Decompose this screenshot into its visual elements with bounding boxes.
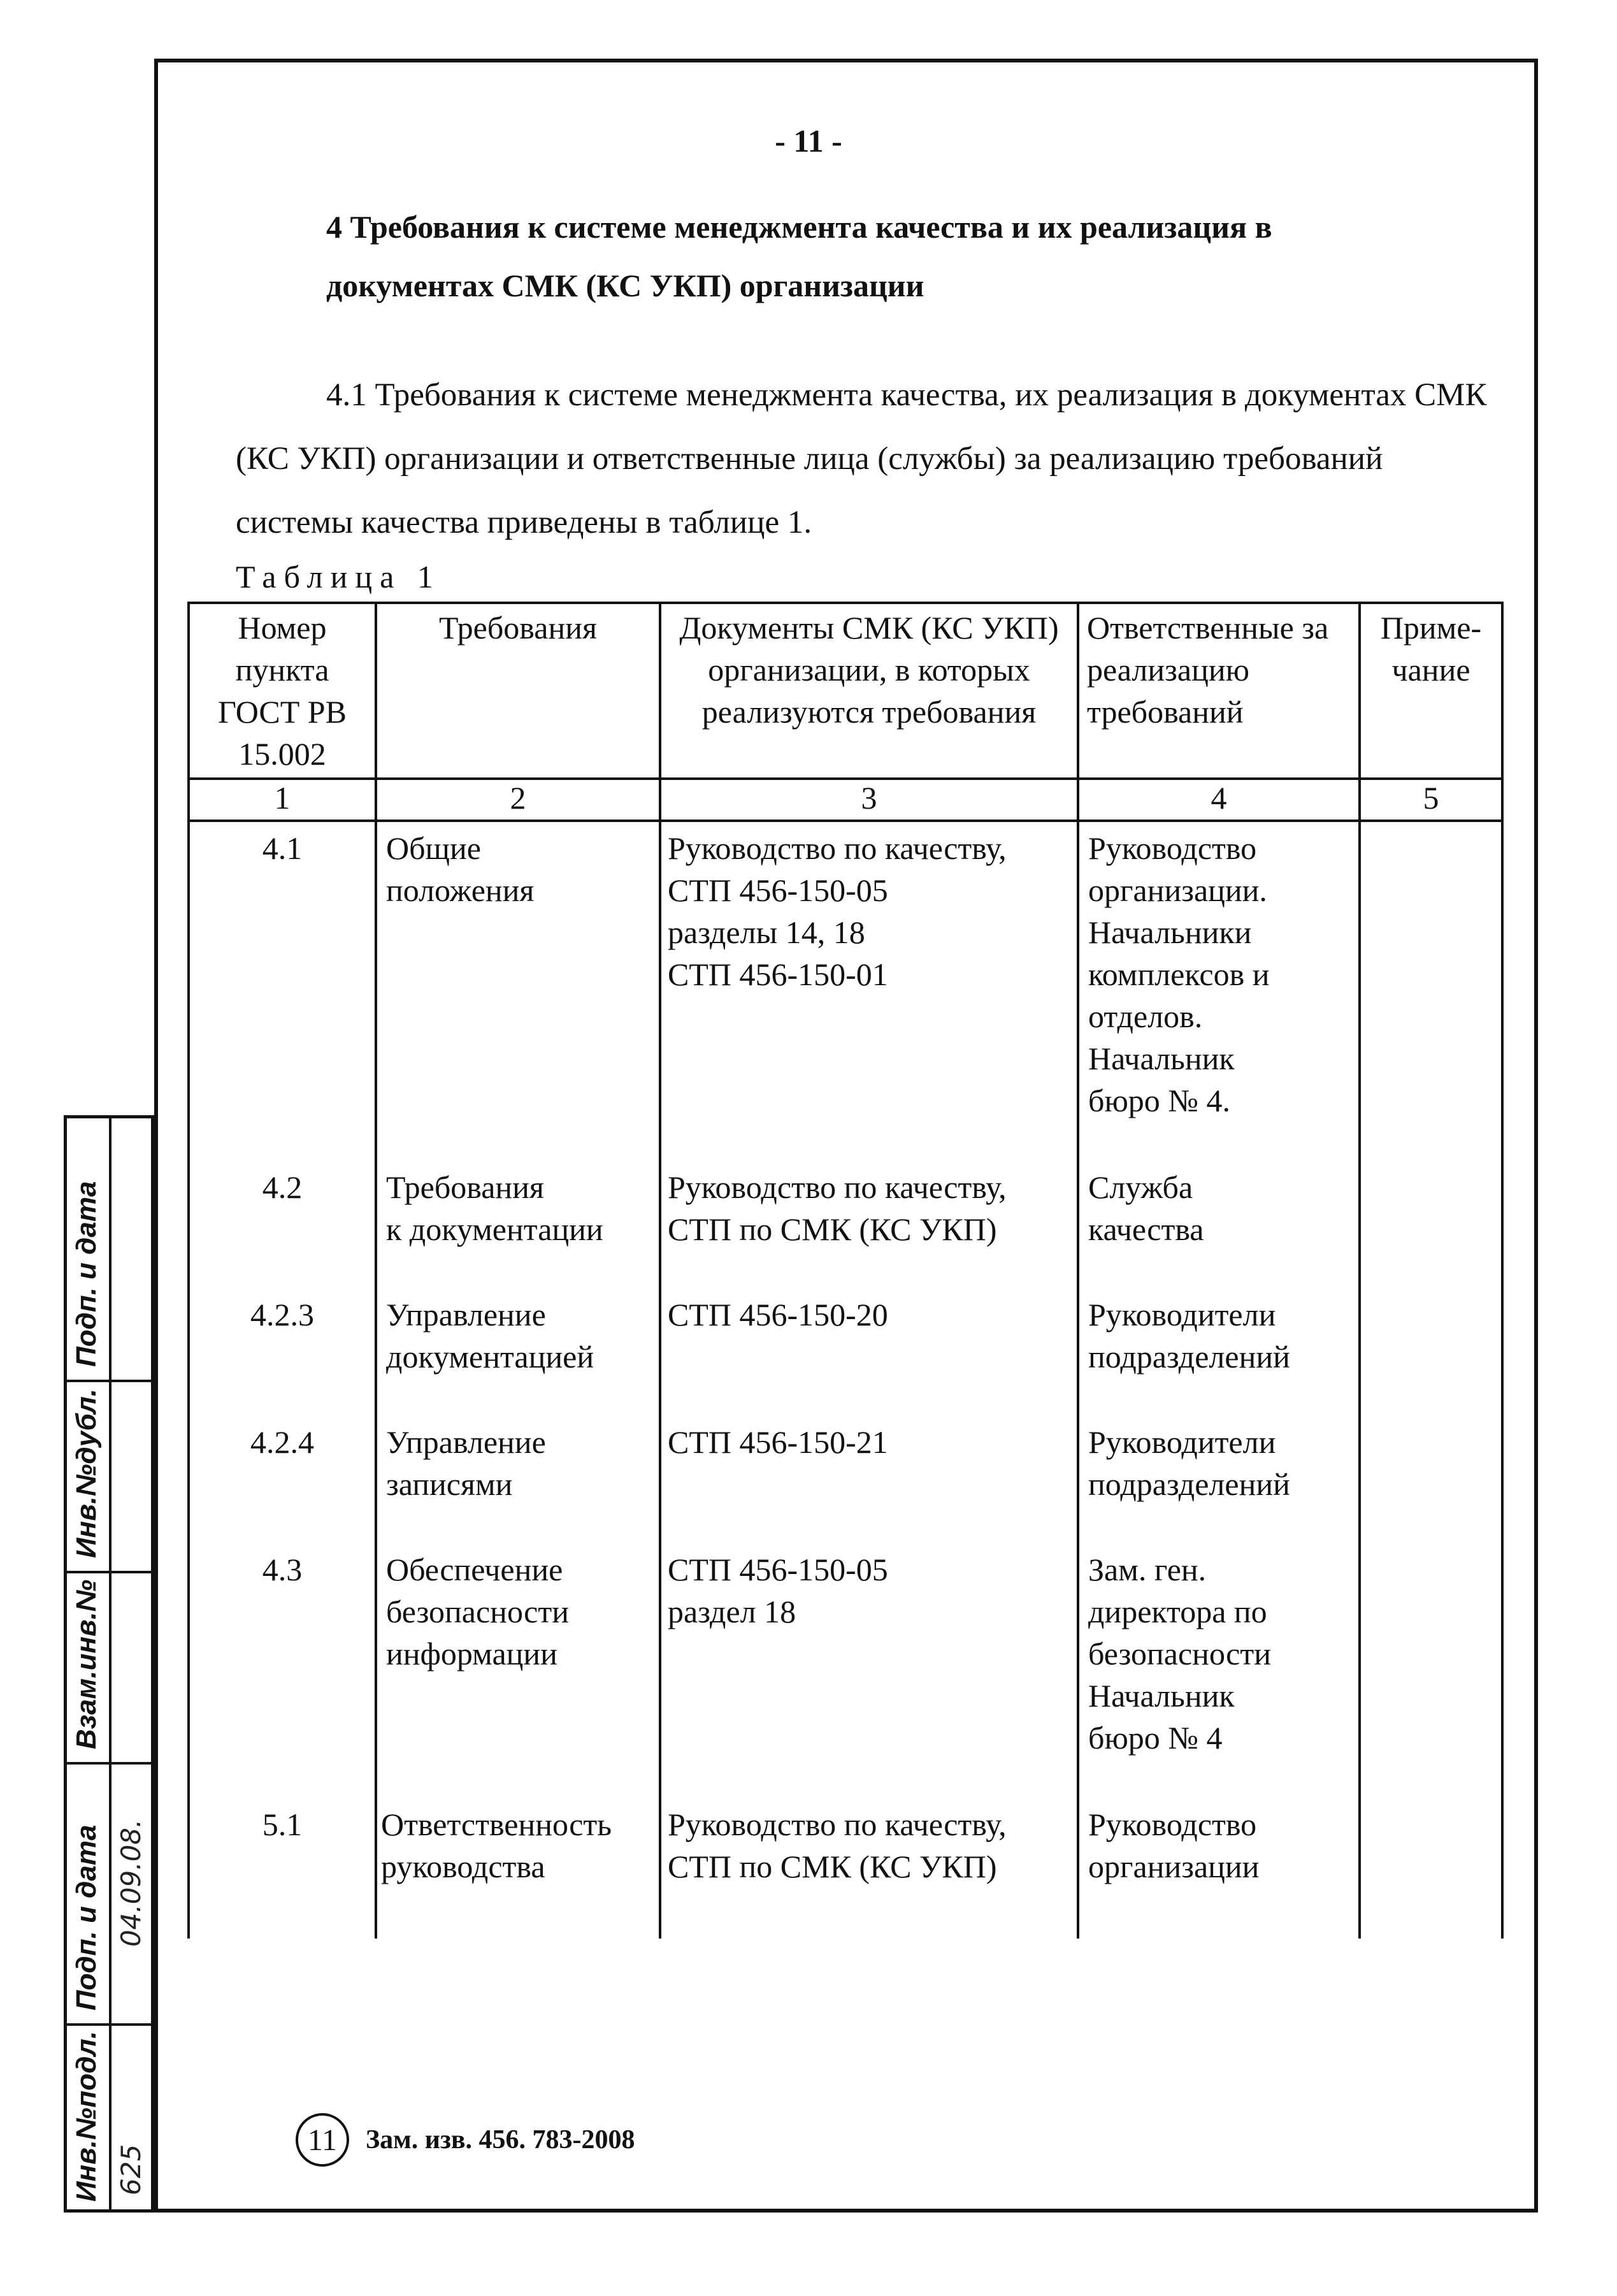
stamp-divider <box>67 1762 151 1765</box>
column-number: 1 <box>187 780 375 819</box>
page-number: - 11 - <box>775 123 842 159</box>
table-cell: Управление документацией <box>386 1297 594 1375</box>
table-column-number-row <box>187 777 1504 822</box>
table-cell: Служба качества <box>1088 1169 1204 1247</box>
stamp-divider <box>67 1571 151 1573</box>
table-cell: Зам. ген. директора по безопасности Начальник бюро № 4 <box>1088 1552 1271 1756</box>
change-number-circle: 11 <box>296 2113 349 2167</box>
stamp-label: Инв.№дубл. <box>71 1389 102 1558</box>
side-approval-stamp <box>64 1115 154 2213</box>
stamp-label: Подп. и дата <box>71 1181 102 1367</box>
handwritten-inventory-number: 625 <box>115 2144 147 2195</box>
stamp-label: Взам.инв.№ <box>71 1579 102 1749</box>
table-caption: Таблица 1 <box>236 559 441 595</box>
table-cell: СТП 456-150-20 <box>668 1297 888 1332</box>
table-cell: Руководство по качеству, СТП по СМК (КС УКП) <box>668 1169 1007 1247</box>
table-cell: Ответственность руководства <box>381 1807 612 1884</box>
section-heading <box>326 198 1518 315</box>
column-number: 3 <box>659 780 1077 819</box>
table-cell: 5.1 <box>262 1807 303 1842</box>
change-notice-text: Зам. изв. 456. 783-2008 <box>366 2125 635 2155</box>
table-cell: 4.1 <box>262 830 303 866</box>
header-cell: Требования <box>375 604 659 777</box>
table-cell: Требования к документации <box>386 1169 603 1247</box>
requirements-table <box>187 602 1504 1939</box>
table-cell: Управление записями <box>386 1424 546 1502</box>
section-heading-line2: документах СМК (КС УКП) организации <box>326 268 924 303</box>
stamp-divider <box>67 1380 151 1382</box>
intro-paragraph: 4.1 Требования к системе менеджмента качества, их реализация в документах СМК (КС УКП) организации и ответственные лица (службы) за реализацию требований системы качества приведены в таблице 1. <box>236 377 1487 540</box>
stamp-divider <box>109 1118 111 2209</box>
table-cell: Руководители подразделений <box>1088 1424 1290 1502</box>
table-cell: Общие положения <box>386 830 535 908</box>
stamp-label: Инв.№подл. <box>71 2031 102 2202</box>
table-body <box>187 822 1504 1939</box>
table-cell: Руководство организации <box>1088 1807 1260 1884</box>
table-cell: Руководство по качеству, СТП 456-150-05 разделы 14, 18 СТП 456-150-01 <box>668 830 1007 992</box>
change-notice-footer <box>296 2113 635 2167</box>
table-cell: СТП 456-150-21 <box>668 1424 888 1460</box>
table-cell: Руководство организации. Начальники комплексов и отделов. Начальник бюро № 4. <box>1088 830 1270 1118</box>
stamp-label: Подп. и дата <box>71 1824 102 2011</box>
column-number: 2 <box>375 780 659 819</box>
table-cell: СТП 456-150-05 раздел 18 <box>668 1552 888 1629</box>
col-note <box>1358 822 1504 1939</box>
table-cell: 4.2.3 <box>250 1297 314 1332</box>
table-header-row <box>187 602 1504 777</box>
table-cell: 4.3 <box>262 1552 303 1587</box>
header-cell: Документы СМК (КС УКП) организации, в которых реализуются требования <box>659 604 1077 777</box>
table-cell: Руководство по качеству, СТП по СМК (КС УКП) <box>668 1807 1007 1884</box>
table-cell: 4.2 <box>262 1169 303 1205</box>
section-heading-line1: 4 Требования к системе менеджмента качества и их реализация в <box>326 209 1272 245</box>
col-documents <box>659 822 1077 1939</box>
header-cell: Приме- чание <box>1358 604 1504 777</box>
table-cell: 4.2.4 <box>250 1424 314 1460</box>
table-cell: Руководители подразделений <box>1088 1297 1290 1375</box>
column-number: 5 <box>1358 780 1504 819</box>
table-cell: Обеспечение безопасности информации <box>386 1552 569 1671</box>
header-cell: Ответственные за реализацию требований <box>1077 604 1358 777</box>
handwritten-date: 04.09.08. <box>115 1819 147 1947</box>
col-clause <box>187 822 375 1939</box>
stamp-divider <box>67 2023 151 2026</box>
col-requirements <box>375 822 659 1939</box>
header-cell: Номер пункта ГОСТ РВ 15.002 <box>187 604 375 777</box>
column-number: 4 <box>1077 780 1358 819</box>
col-responsible <box>1077 822 1358 1939</box>
